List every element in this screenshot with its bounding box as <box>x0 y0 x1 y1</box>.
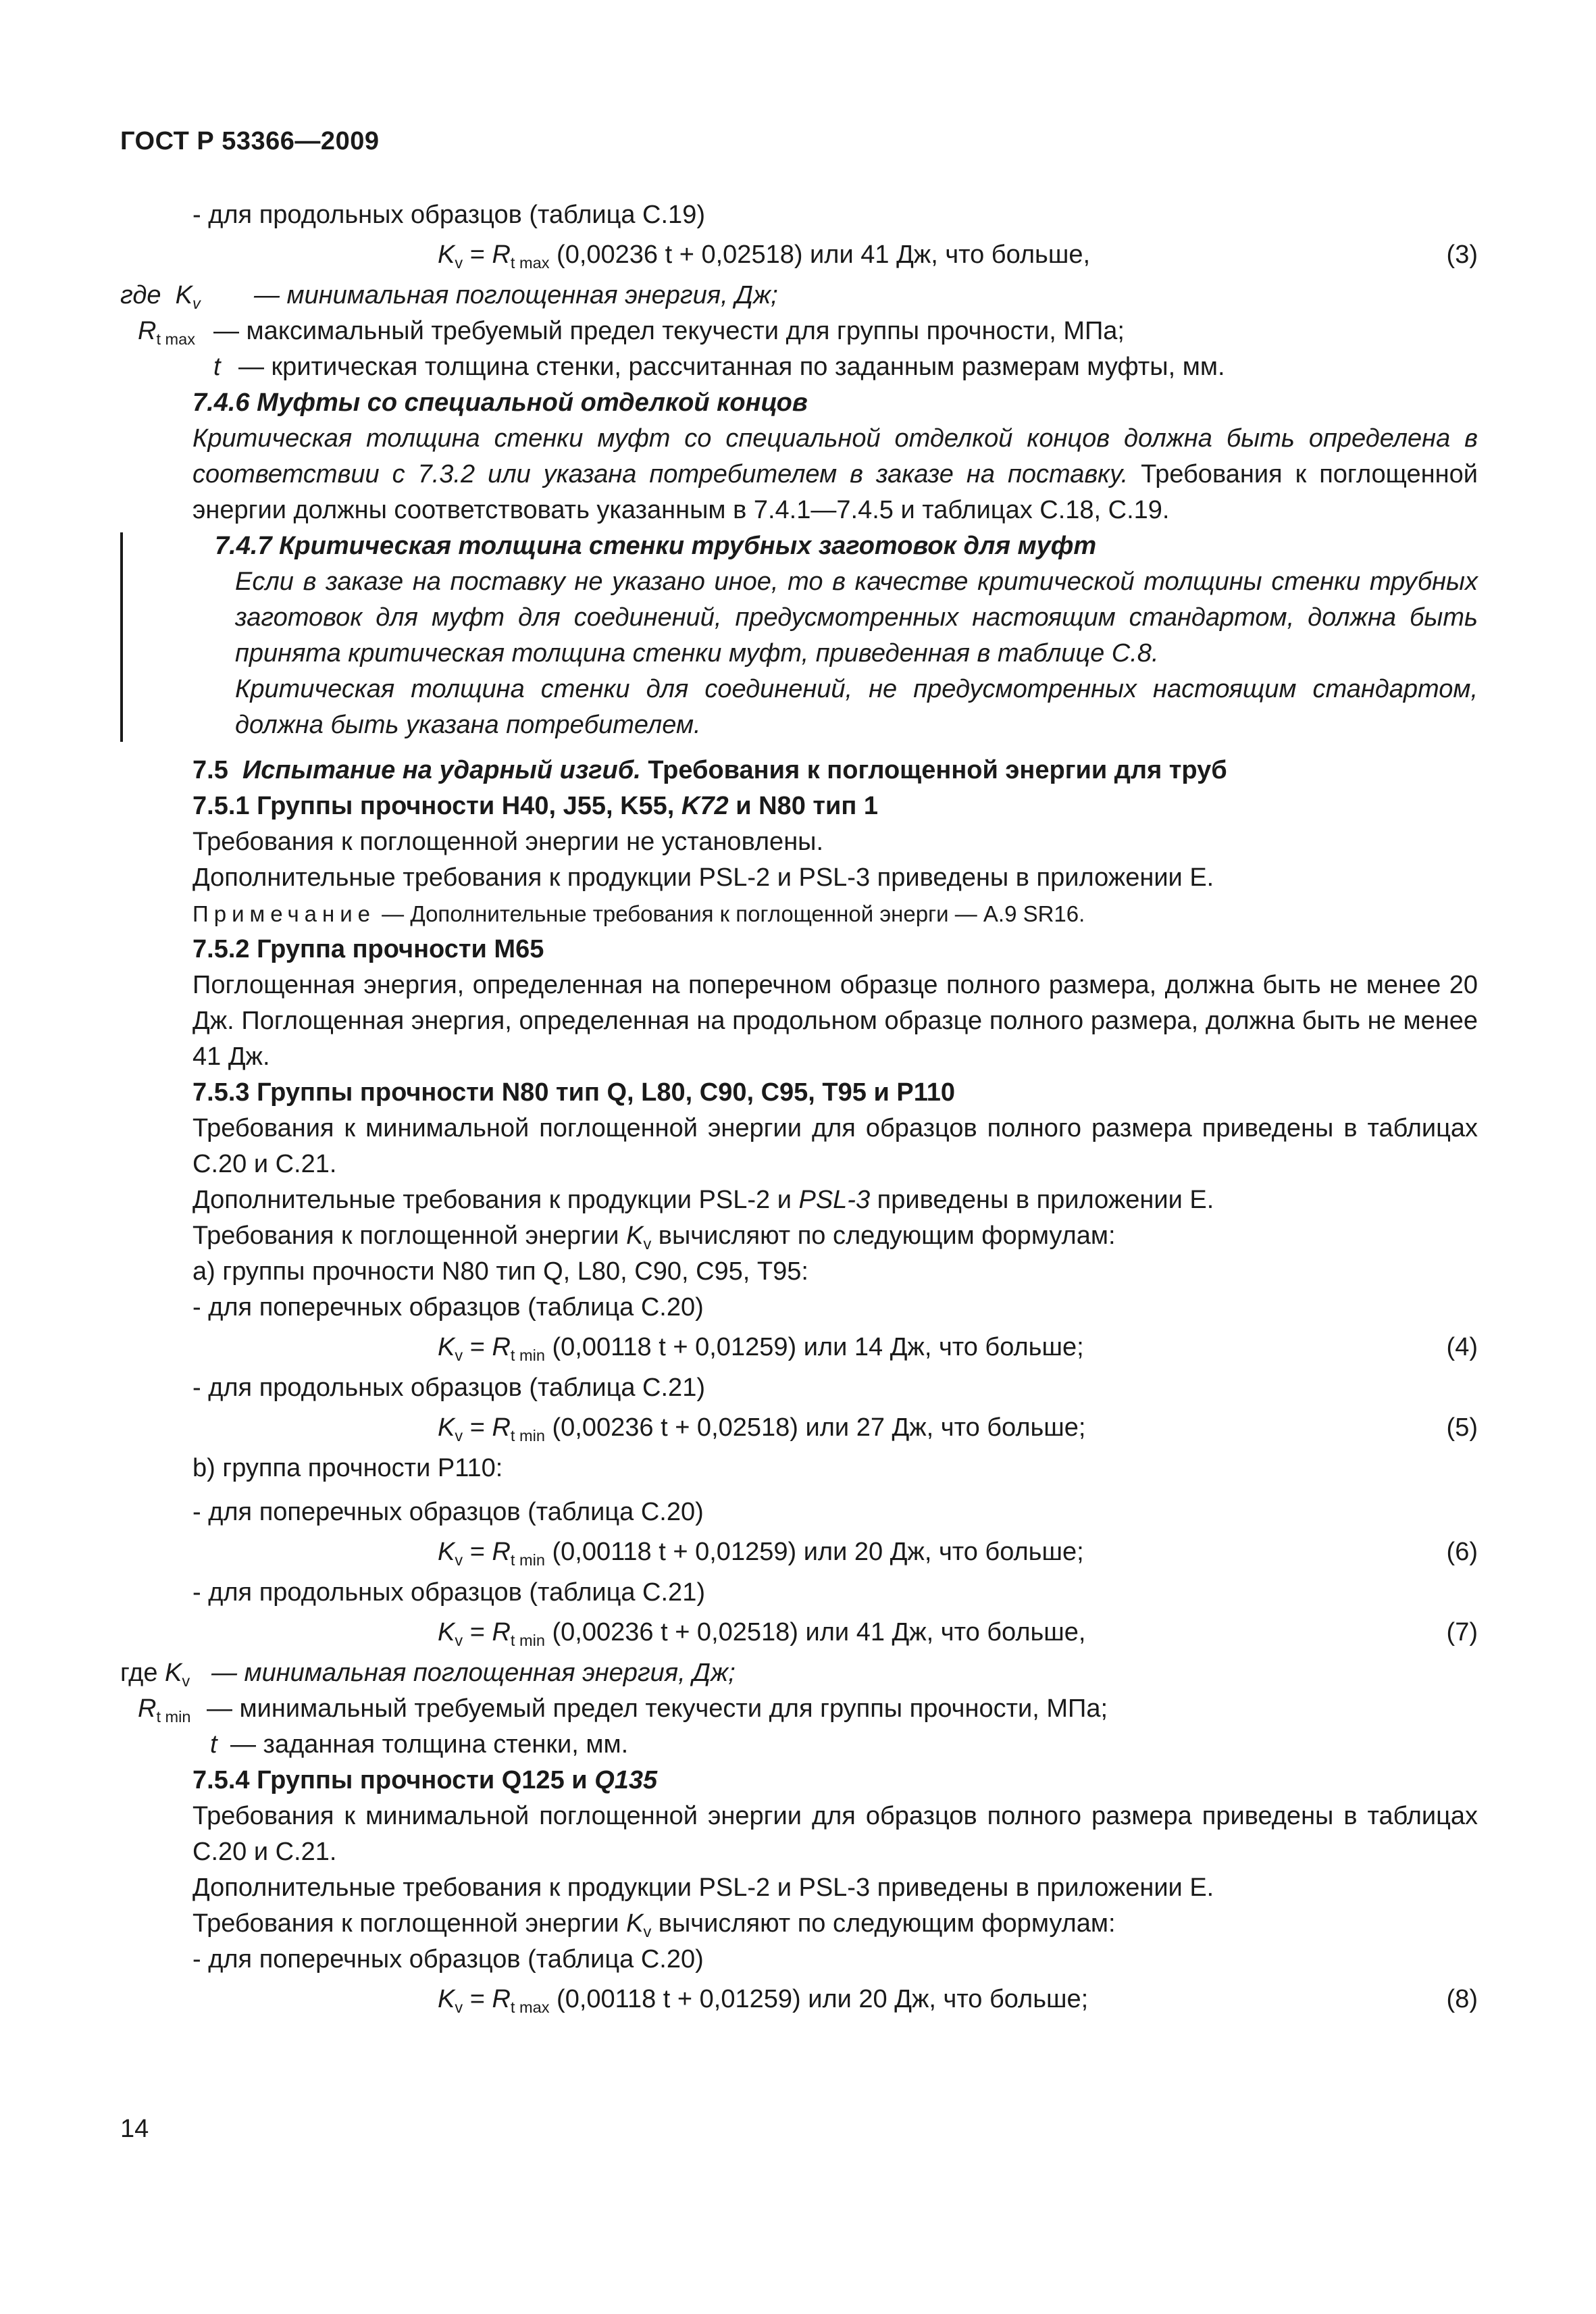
section-7-5-4-text-2: Дополнительные требования к продукции PSL-2 и PSL-3 приведены в приложении Е. <box>192 1873 1214 1902</box>
formula-expression: $K_v = R_{t max}$ (0,00118 t + 0,01259) или 20 Дж, что больше; <box>438 1985 1089 2017</box>
item-b: b) группа прочности Р110: <box>192 1454 503 1482</box>
section-7-5-1-title: 7.5.1 Группы прочности Н40, J55, K55, K72 и N80 тип 1 <box>192 792 878 820</box>
section-7-4-7-title: 7.4.7 Критическая толщина стенки трубных заготовок для муфт <box>215 532 1097 560</box>
section-7-5-title: 7.5 Испытание на ударный изгиб. Требования к поглощенной энергии для труб <box>192 756 1227 784</box>
definition-t: t — критическая толщина стенки, рассчитанная по заданным размерам муфты, мм. <box>213 353 1225 381</box>
formula-expression: $K_v = R_{t min}$ (0,00236 t + 0,02518) или 41 Дж, что больше, <box>438 1618 1086 1650</box>
document-body <box>120 197 1478 2022</box>
section-7-4-6-text: Критическая толщина стенки муфт со специальной отделкой концов должна быть определена в соответствии с 7.3.2 или указана потребителем в заказе на поставку. Требования к поглощенной энергии должны соответствовать указанным в 7.4.1—7.4.5 и таблицах С.18, С.19. <box>192 424 1478 524</box>
formula-8 <box>120 1978 1478 2022</box>
section-7-5-4-text-3: Требования к поглощенной энергии $K_v$ вычисляют по следующим формулам: <box>192 1909 1116 1941</box>
definition-rt-min: $R_{t min}$ — минимальный требуемый предел текучести для группы прочности, МПа; <box>138 1694 1108 1726</box>
section-7-5-3-text-3: Требования к поглощенной энергии $K_v$ вычисляют по следующим формулам: <box>192 1222 1116 1253</box>
formula-expression: $K_v = R_{t min}$ (0,00118 t + 0,01259) или 14 Дж, что больше; <box>438 1333 1084 1365</box>
formula-number: (7) <box>1446 1618 1478 1646</box>
section-7-5-1-text-2: Дополнительные требования к продукции PSL-2 и PSL-3 приведены в приложении Е. <box>192 863 1214 892</box>
formula-number: (5) <box>1446 1413 1478 1442</box>
section-7-5-4-text-1: Требования к минимальной поглощенной энергии для образцов полного размера приведены в таблицах С.20 и С.21. <box>192 1802 1478 1866</box>
section-7-5-4-title: 7.5.4 Группы прочности Q125 и Q135 <box>192 1766 658 1794</box>
section-7-5-2-title: 7.5.2 Группа прочности М65 <box>192 935 544 963</box>
document-page <box>120 0 1478 2314</box>
formula-expression: $K_v = R_{t max}$ (0,00236 t + 0,02518) или 41 Дж, что больше, <box>438 241 1091 272</box>
formula-7 <box>120 1611 1478 1655</box>
item-b-transverse: - для поперечных образцов (таблица С.20) <box>192 1498 704 1526</box>
specimen-intro: - для продольных образцов (таблица С.19) <box>192 201 705 229</box>
definition-kv: где $K_v$ — минимальная поглощенная энергия, Дж; <box>120 281 778 313</box>
section-7-4-7 <box>120 528 1478 743</box>
item-b-longitudinal: - для продольных образцов (таблица С.21) <box>192 1578 705 1607</box>
formula-4 <box>120 1326 1478 1370</box>
formula-number: (3) <box>1446 241 1478 269</box>
section-7-4-7-text-2: Критическая толщина стенки для соединений, не предусмотренных настоящим стандартом, должна быть указана потребителем. <box>235 675 1478 739</box>
formula-5 <box>120 1406 1478 1451</box>
section-7-5-1-note: Примечание — Дополнительные требования к поглощенной энерги — А.9 SR16. <box>192 901 1085 926</box>
formula-6 <box>120 1530 1478 1575</box>
section-7-5-3-title: 7.5.3 Группы прочности N80 тип Q, L80, С90, С95, Т95 и Р110 <box>192 1078 956 1107</box>
section-7-5-3-text-2: Дополнительные требования к продукции PSL-2 и PSL-3 приведены в приложении Е. <box>192 1186 1214 1214</box>
item-a: а) группы прочности N80 тип Q, L80, С90, С95, Т95: <box>192 1257 808 1286</box>
document-header: ГОСТ Р 53366—2009 <box>120 127 380 155</box>
section-7-5-4-transverse: - для поперечных образцов (таблица С.20) <box>192 1945 704 1973</box>
formula-number: (4) <box>1446 1333 1478 1361</box>
section-7-5-1-text-1: Требования к поглощенной энергии не установлены. <box>192 828 824 856</box>
item-a-longitudinal: - для продольных образцов (таблица С.21) <box>192 1374 705 1402</box>
formula-expression: $K_v = R_{t min}$ (0,00118 t + 0,01259) или 20 Дж, что больше; <box>438 1538 1084 1569</box>
section-7-5-3-text-1: Требования к минимальной поглощенной энергии для образцов полного размера приведены в таблицах С.20 и С.21. <box>192 1114 1478 1178</box>
formula-number: (8) <box>1446 1985 1478 2013</box>
definition-rt-max: $R_{t max}$ — максимальный требуемый предел текучести для группы прочности, МПа; <box>138 317 1125 349</box>
section-7-4-6-title: 7.4.6 Муфты со специальной отделкой концов <box>192 388 808 417</box>
item-a-transverse: - для поперечных образцов (таблица С.20) <box>192 1293 704 1322</box>
formula-expression: $K_v = R_{t min}$ (0,00236 t + 0,02518) или 27 Дж, что больше; <box>438 1413 1086 1445</box>
formula-number: (6) <box>1446 1538 1478 1566</box>
formula-3 <box>120 233 1478 278</box>
definition-t-2: t — заданная толщина стенки, мм. <box>210 1730 629 1759</box>
definition-kv-2: где $K_v$ — минимальная поглощенная энергия, Дж; <box>120 1659 736 1690</box>
section-7-5-2-text: Поглощенная энергия, определенная на поперечном образце полного размера, должна быть не менее 20 Дж. Поглощенная энергия, определенная на продольном образце полного размера, должна быть не менее 41 Дж. <box>192 971 1478 1071</box>
section-7-4-7-text-1: Если в заказе на поставку не указано иное, то в качестве критической толщины стенки трубных заготовок для муфт для соединений, предусмотренных настоящим стандартом, должна быть принята критическая толщина стенки муфт, приведенная в таблице С.8. <box>235 568 1478 668</box>
page-number: 14 <box>120 2115 149 2143</box>
